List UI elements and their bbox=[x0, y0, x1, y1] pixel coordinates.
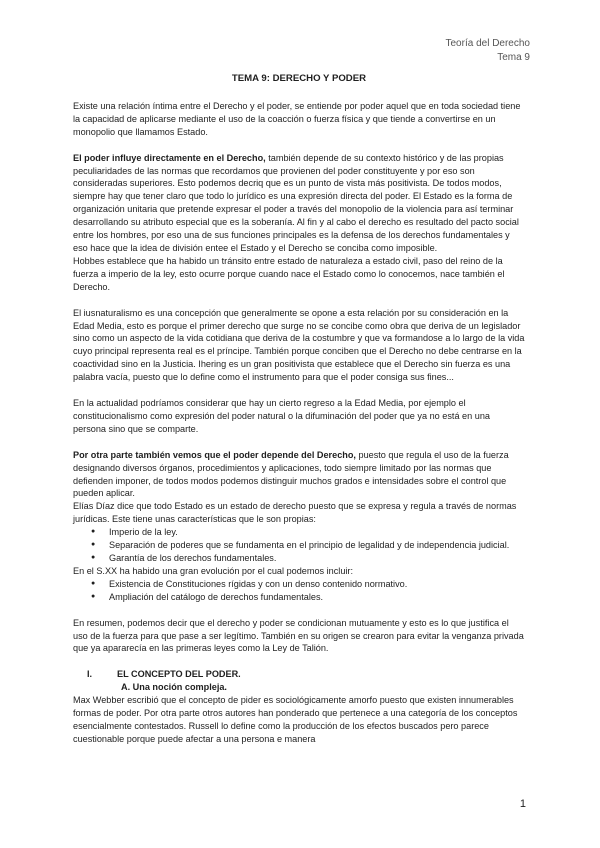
document-title: TEMA 9: DERECHO Y PODER bbox=[231, 73, 367, 84]
paragraph-text: también depende de su contexto histórico y de las propias peculiaridades de las normas que recordamos que provienen del poder constituyente y por eso son consideradas superiores. Esto podemos decriq que es un punto de vista más positivista. De todos modos, siempre hay que tener claro que todo lo jurídico es una expresión directa del poder. El Estado es la forma de organización unitaria que pretende expresar el poder a través del monopolio de la violencia para así terminar desarrollando su atributo especial que es la soberanía. Al fin y al cabo el derecho es resultado del pacto social entre los hombres, por eso una de sus funciones principales es la defensa de los derechos fundamentales y eso hace que la idea de división entee el Estado y el Derecho se conciba como imposible. bbox=[73, 152, 519, 253]
list-item: ● Separación de poderes que se fundamenta en el principio de legalidad y de independencia judicial. bbox=[91, 539, 525, 552]
section-number: I. bbox=[87, 669, 93, 680]
paragraph-sxx: En el S.XX ha habido una gran evolución por el cual podemos incluir: bbox=[73, 565, 354, 576]
paragraph-text: puesto que regula el uso de la fuerza designando diversos órganos, procedimientos y aplicaciones, todo siempre limitado por las normas que defienden imponer, de todos modos podemos distinguir muchos grados e intensidades sobre el control que pueden aplicar. bbox=[73, 449, 509, 499]
subsection-heading: A. Una noción compleja. bbox=[121, 682, 227, 693]
paragraph-hobbes: Hobbes establece que ha habido un tránsito entre estado de naturaleza a estado civil, paso del reino de la fuerza a imperio de la ley, esto ocurre porque cuando nace el Estado como lo conocemos, nace también el Derecho. bbox=[73, 255, 505, 292]
document-body bbox=[73, 73, 525, 746]
section-heading bbox=[73, 668, 525, 681]
evolution-list bbox=[73, 578, 525, 604]
list-item: ● Imperio de la ley. bbox=[91, 526, 525, 539]
paragraph-poder-influye bbox=[73, 152, 525, 255]
list-item: ● Garantía de los derechos fundamentales. bbox=[91, 552, 525, 565]
paragraph-bold-lead: El poder influye directamente en el Derecho, bbox=[73, 152, 266, 163]
paragraph-intro: Existe una relación íntima entre el Derecho y el poder, se entiende por poder aquel que en toda sociedad tiene la capacidad de aplicarse mediante el uso de la coacción o fuerza física y que tiende a convertirse en un monopolio que llamamos Estado. bbox=[73, 100, 521, 137]
paragraph-bold-lead: Por otra parte también vemos que el poder depende del Derecho, bbox=[73, 449, 356, 460]
characteristics-list bbox=[73, 526, 525, 565]
page-header bbox=[446, 37, 531, 65]
section-title: EL CONCEPTO DEL PODER. bbox=[117, 669, 241, 680]
paragraph-webber: Max Webber escribió que el concepto de pider es sociológicamente amorfo puesto que existen innumerables formas de poder. Por otra parte otros autores han ponderado que pertenece a una categoría de los conceptos esencialmente contestados. Russell lo define como la producción de los efectos buscados pero parece cuestionable porque puede afectar a una persona e manera bbox=[73, 695, 518, 744]
paragraph-elias-diaz: Elías Díaz dice que todo Estado es un estado de derecho puesto que se expresa y regula a través de normas jurídicas. Este tiene unas características que le son propias: bbox=[73, 501, 517, 525]
header-tema: Tema 9 bbox=[497, 52, 530, 63]
paragraph-poder-depende bbox=[73, 449, 525, 501]
page-number: 1 bbox=[519, 798, 526, 810]
list-item: ● Ampliación del catálogo de derechos fundamentales. bbox=[91, 591, 525, 604]
list-item: ● Existencia de Constituciones rígidas y con un denso contenido normativo. bbox=[91, 578, 525, 591]
paragraph-resumen: En resumen, podemos decir que el derecho y poder se condicionan mutuamente y esto es lo que justifica el uso de la fuerza para que pase a ser legítimo. También en su origen se crearon para evitar la venganza privada que ya apararecía en las primeras leyes como la Ley de Talión. bbox=[73, 617, 524, 654]
paragraph-actualidad: En la actualidad podríamos considerar que hay un cierto regreso a la Edad Media, por ejemplo el constitucionalismo como expresión del poder natural o la difuminación del poder que ya no está en una persona sino que se comparte. bbox=[73, 398, 490, 434]
header-course: Teoría del Derecho bbox=[445, 38, 530, 49]
paragraph-iusnaturalismo: El iusnaturalismo es una concepción que generalmente se opone a esta relación por su consideración en la Edad Media, esto es porque el primer derecho que surge no se concibe como obra que deriva de un legislador sino como un aspecto de la vida cotidiana que deriva de la costumbre y que va formandose a lo largo de la vida cuyo principal representa real es el príncipe. También porque conciben que el Derecho no debe centrarse en la coactividad sino en la Justicia. Ihering es un gran positivista que establece que el Derecho sin fuerza es una palabra vacía, puesto que lo define como el instrumento para que el poder consiga sus fines... bbox=[73, 307, 525, 383]
